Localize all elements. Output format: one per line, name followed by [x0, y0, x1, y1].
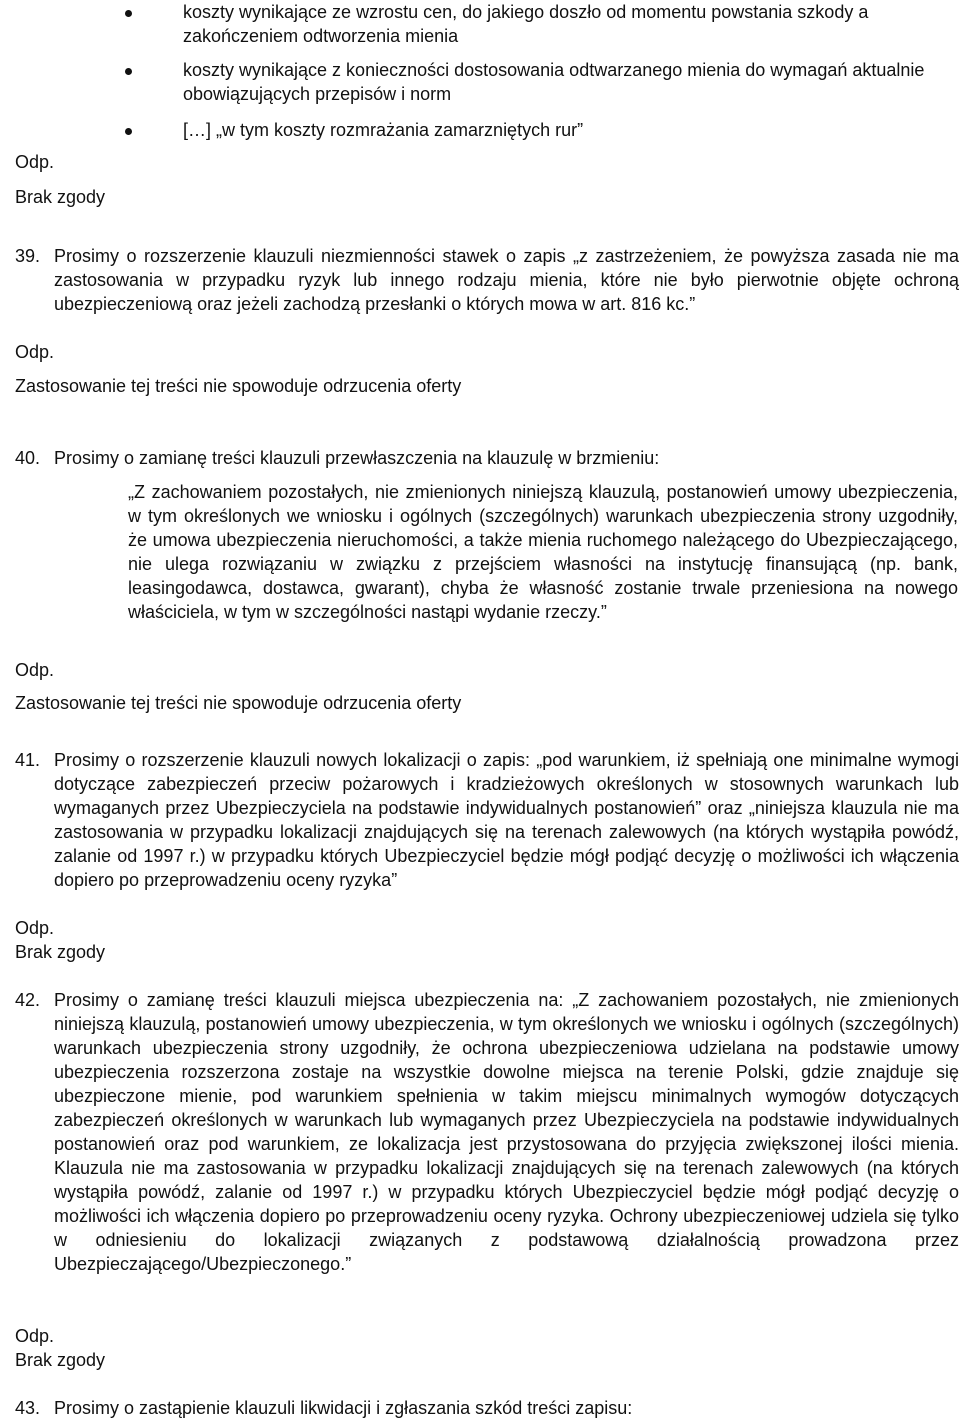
answer-label: Odp.	[15, 152, 55, 172]
quoted-clause: „Z zachowaniem pozostałych, nie zmienionych niniejszą klauzulą, postanowień umowy ubezpieczenia, w tym określonych we wniosku i ogólnych (szczególnych) warunkach ubezpieczenia strony uzgodniły, że umowa ubezpieczenia nieruchomości, a także mienia ruchomego należącego do Ubezpieczającego, nie ulega rozwiązaniu w związku z przejściem własności na instytucję finansującą (np. bank, leasingodawca, dostawca, gwarant), chyba że własność zostanie trwale przeniesiona na nowego właściciela, w tym w szczególności nastąpi wydanie rzeczy.”	[128, 482, 958, 622]
answer-text: Brak zgody	[15, 1350, 106, 1370]
bullet-icon	[125, 68, 132, 75]
item-text: Prosimy o zamianę treści klauzuli przewłaszczenia na klauzulę w brzmieniu:	[54, 448, 660, 468]
bullet-text: koszty wynikające ze wzrostu cen, do jakiego doszło od momentu powstania szkody a zakończeniem odtworzenia mienia	[183, 2, 869, 46]
item-number: 41.	[15, 750, 41, 770]
answer-text: Zastosowanie tej treści nie spowoduje odrzucenia oferty	[15, 376, 462, 396]
answer-label: Odp.	[15, 1326, 55, 1346]
bullet-icon	[125, 10, 132, 17]
answer-label: Odp.	[15, 918, 55, 938]
answer-text: Zastosowanie tej treści nie spowoduje odrzucenia oferty	[15, 693, 462, 713]
item-text: Prosimy o zamianę treści klauzuli miejsca ubezpieczenia na: „Z zachowaniem pozostałych, nie zmienionych niniejszą klauzulą, postanowień umowy ubezpieczenia, w tym określonych we wniosku i ogólnych (szczególnych) warunkach ubezpieczenia strony uzgodniły, że ochrona ubezpieczeniowa udzielana na podstawie umowy ubezpieczenia rozszerzona zostaje na wszystkie dowolne miejsca na terenie Polski, gdzie znajduje się ubezpieczone mienie, pod warunkiem spełnienia w takim miejscu minimalnych wymogów dotyczących zabezpieczeń określonych w warunkach lub wymaganych przez Ubezpieczyciela na podstawie indywidualnych postanowień oraz pod warunkiem, ze lokalizacja jest przystosowana do przyjęcia zwiększonej ilości mienia. Klauzula nie ma zastosowania w przypadku lokalizacji znajdujących się na terenach zalewowych (na których wystąpiła powódź, zalanie od 1997 r.) w przypadku których Ubezpieczyciel będzie mógł podjąć decyzję o możliwości ich włączenia dopiero po przeprowadzeniu oceny ryzyka. Ochrony ubezpieczeniowej udziela się tylko w odniesieniu do lokalizacji związanych z podstawową działalnością prowadzona przez Ubezpieczającego/Ubezpieczonego.”	[54, 990, 959, 1274]
item-number: 40.	[15, 448, 41, 468]
answer-text: Brak zgody	[15, 187, 106, 207]
item-number: 42.	[15, 990, 41, 1010]
answer-text: Brak zgody	[15, 942, 106, 962]
item-text: Prosimy o rozszerzenie klauzuli niezmienności stawek o zapis „z zastrzeżeniem, że powyższa zasada nie ma zastosowania w przypadku ryzyk lub innego rodzaju mienia, które nie było pierwotnie objęte ochroną ubezpieczeniową oraz jeżeli zachodzą przesłanki o których mowa w art. 816 kc.”	[54, 246, 959, 314]
item-number: 43.	[15, 1398, 41, 1418]
item-number: 39.	[15, 246, 41, 266]
item-text: Prosimy o zastąpienie klauzuli likwidacji i zgłaszania szkód treści zapisu:	[54, 1398, 633, 1418]
item-text: Prosimy o rozszerzenie klauzuli nowych lokalizacji o zapis: „pod warunkiem, iż spełniają one minimalne wymogi dotyczące zabezpieczeń przeciw pożarowych i kradzieżowych określonych w stosownych warunkach lub wymaganych przez Ubezpieczyciela na podstawie indywidualnych postanowień” oraz „niniejsza klauzula nie ma zastosowania w przypadku lokalizacji znajdujących się na terenach zalewowych (na których wystąpiła powódź, zalanie od 1997 r.) w przypadku których Ubezpieczyciel będzie mógł podjąć decyzję o możliwości ich włączenia dopiero po przeprowadzeniu oceny ryzyka”	[54, 750, 959, 890]
answer-label: Odp.	[15, 660, 55, 680]
bullet-text: […] „w tym koszty rozmrażania zamarzniętych rur”	[183, 120, 584, 140]
bullet-text: koszty wynikające z konieczności dostosowania odtwarzanego mienia do wymagań aktualnie obowiązujących przepisów i norm	[183, 60, 925, 104]
bullet-icon	[125, 128, 132, 135]
answer-label: Odp.	[15, 342, 55, 362]
